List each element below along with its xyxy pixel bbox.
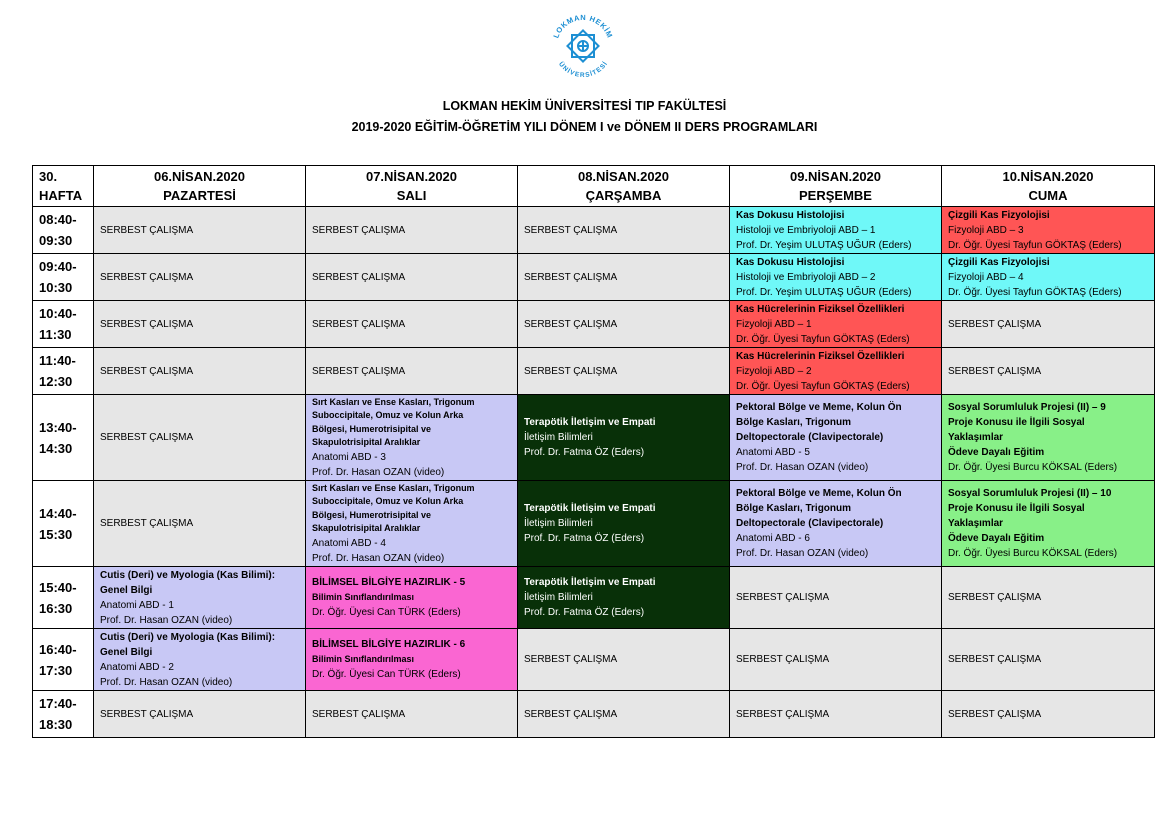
time-slot-row <box>33 207 1155 254</box>
lesson-cell <box>518 395 730 481</box>
time-slot-row <box>33 301 1155 348</box>
free-study-cell <box>518 301 730 348</box>
lesson-detail: SERBEST ÇALIŞMA <box>100 271 194 283</box>
day-header <box>730 166 942 207</box>
lesson-detail: Anatomi ABD - 2 <box>100 661 174 673</box>
lesson-detail: Anatomi ABD - 4 <box>312 537 386 549</box>
day-name: CUMA <box>1028 188 1068 203</box>
lesson-detail: SERBEST ÇALIŞMA <box>524 224 618 236</box>
lesson-detail: SERBEST ÇALIŞMA <box>948 654 1042 665</box>
lesson-cell <box>518 481 730 567</box>
free-study-cell <box>730 691 942 738</box>
lesson-cell <box>730 301 942 348</box>
lesson-detail: SERBEST ÇALIŞMA <box>524 365 618 377</box>
lesson-title: Suboccipitale, Omuz ve Kolun Arka <box>312 410 464 420</box>
time-slot-row <box>33 567 1155 629</box>
lesson-title: BİLİMSEL BİLGİYE HAZIRLIK - 5 <box>312 577 466 588</box>
lesson-detail: SERBEST ÇALIŞMA <box>100 708 194 720</box>
lesson-detail: Dr. Öğr. Üyesi Can TÜRK (Eders) <box>312 669 461 680</box>
day-date: 06.NİSAN.2020 <box>153 169 246 184</box>
day-name: PERŞEMBE <box>799 188 872 203</box>
free-study-cell <box>94 254 306 301</box>
free-study-cell <box>306 301 518 348</box>
lesson-detail: Prof. Dr. Hasan OZAN (video) <box>312 466 445 478</box>
lesson-cell <box>94 629 306 691</box>
time-start: 15:40- <box>39 579 77 595</box>
lesson-detail: İletişim Bilimleri <box>524 432 593 443</box>
lesson-title: Bölgesi, Humerotrisipital ve <box>312 509 432 520</box>
week-label: HAFTA <box>39 188 83 203</box>
time-end: 18:30 <box>39 717 73 732</box>
lesson-title: Proje Konusu ile İlgili Sosyal <box>948 503 1085 514</box>
free-study-cell <box>942 301 1155 348</box>
time-cell <box>33 567 94 629</box>
lesson-detail: SERBEST ÇALIŞMA <box>312 318 406 330</box>
free-study-cell <box>94 207 306 254</box>
lesson-cell <box>306 481 518 567</box>
free-study-cell <box>306 691 518 738</box>
lesson-title: Sosyal Sorumluluk Projesi (II) – 10 <box>948 488 1112 499</box>
lesson-cell <box>942 395 1155 481</box>
lesson-detail: Dr. Öğr. Üyesi Can TÜRK (Eders) <box>312 607 461 618</box>
time-end: 16:30 <box>39 600 73 616</box>
free-study-cell <box>306 348 518 395</box>
time-end: 10:30 <box>39 280 73 295</box>
lesson-cell <box>306 629 518 691</box>
lesson-cell <box>306 567 518 629</box>
time-end: 09:30 <box>39 233 73 248</box>
time-start: 17:40- <box>39 696 77 711</box>
schedule-body <box>33 207 1155 738</box>
time-start: 10:40- <box>39 306 77 321</box>
lesson-cell <box>306 395 518 481</box>
lesson-cell <box>730 254 942 301</box>
lesson-detail: Dr. Öğr. Üyesi Tayfun GÖKTAŞ (Eders) <box>948 239 1122 251</box>
lesson-detail: Prof. Dr. Fatma ÖZ (Eders) <box>524 533 645 544</box>
lesson-detail: Prof. Dr. Fatma ÖZ (Eders) <box>524 447 645 458</box>
week-header <box>33 166 94 207</box>
lesson-title: Ödeve Dayalı Eğitim <box>948 447 1045 458</box>
lesson-detail: SERBEST ÇALIŞMA <box>524 318 618 330</box>
lesson-detail: Anatomi ABD - 6 <box>736 533 810 544</box>
lesson-detail: Anatomi ABD - 1 <box>100 599 174 611</box>
lesson-cell <box>518 567 730 629</box>
lesson-title: Skapulotrisipital Aralıklar <box>312 523 421 533</box>
lesson-detail: Dr. Öğr. Üyesi Burcu KÖKSAL (Eders) <box>948 462 1118 473</box>
time-cell <box>33 691 94 738</box>
day-date: 08.NİSAN.2020 <box>577 169 670 184</box>
lesson-title: Çizgili Kas Fizyolojisi <box>948 209 1050 221</box>
time-cell <box>33 629 94 691</box>
lesson-title: Ödeve Dayalı Eğitim <box>948 533 1045 544</box>
time-slot-row <box>33 691 1155 738</box>
day-header <box>942 166 1155 207</box>
lesson-title: Terapötik İletişim ve Empati <box>524 417 656 428</box>
lesson-detail: SERBEST ÇALIŞMA <box>312 224 406 236</box>
lesson-title: BİLİMSEL BİLGİYE HAZIRLIK - 6 <box>312 639 466 650</box>
lesson-title: Cutis (Deri) ve Myologia (Kas Bilimi): <box>100 631 276 643</box>
lesson-detail: Fizyoloji ABD – 3 <box>948 224 1024 236</box>
lesson-title: Skapulotrisipital Aralıklar <box>312 437 421 447</box>
lesson-detail: SERBEST ÇALIŞMA <box>524 654 618 665</box>
schedule-table <box>32 165 1155 738</box>
logo-text-top: LOKMAN HEKİM <box>551 12 615 40</box>
lesson-cell <box>730 207 942 254</box>
lesson-cell <box>942 207 1155 254</box>
time-slot-row <box>33 348 1155 395</box>
time-start: 08:40- <box>39 212 77 227</box>
lesson-title: Sırt Kasları ve Ense Kasları, Trigonum <box>312 482 475 493</box>
lesson-detail: SERBEST ÇALIŞMA <box>736 654 830 665</box>
lesson-detail: SERBEST ÇALIŞMA <box>100 432 194 443</box>
lesson-detail: Anatomi ABD - 3 <box>312 451 386 463</box>
lesson-detail: Prof. Dr. Hasan OZAN (video) <box>100 676 233 688</box>
free-study-cell <box>730 629 942 691</box>
lesson-detail: SERBEST ÇALIŞMA <box>736 592 830 603</box>
lesson-title: Bölgesi, Humerotrisipital ve <box>312 423 432 434</box>
lesson-detail: SERBEST ÇALIŞMA <box>948 318 1042 330</box>
lesson-detail: SERBEST ÇALIŞMA <box>524 271 618 283</box>
lesson-title: Sırt Kasları ve Ense Kasları, Trigonum <box>312 396 475 407</box>
day-header <box>518 166 730 207</box>
day-date: 10.NİSAN.2020 <box>1002 169 1094 184</box>
lesson-detail: Histoloji ve Embriyoloji ABD – 2 <box>736 271 876 283</box>
lesson-title: Bilimin Sınıflandırılması <box>312 592 415 602</box>
lesson-detail: Dr. Öğr. Üyesi Tayfun GÖKTAŞ (Eders) <box>736 380 910 392</box>
free-study-cell <box>942 348 1155 395</box>
lesson-detail: Dr. Öğr. Üyesi Tayfun GÖKTAŞ (Eders) <box>948 286 1122 298</box>
lesson-title: Terapötik İletişim ve Empati <box>524 577 656 588</box>
lesson-detail: SERBEST ÇALIŞMA <box>100 318 194 330</box>
lesson-detail: Fizyoloji ABD – 1 <box>736 318 812 330</box>
day-date: 09.NİSAN.2020 <box>789 169 882 184</box>
lesson-title: Yaklaşımlar <box>948 432 1004 443</box>
free-study-cell <box>306 207 518 254</box>
lesson-title: Genel Bilgi <box>100 646 153 658</box>
free-study-cell <box>942 629 1155 691</box>
lesson-title: Kas Hücrelerinin Fiziksel Özellikleri <box>736 303 905 315</box>
lesson-detail: SERBEST ÇALIŞMA <box>948 592 1042 603</box>
lesson-cell <box>942 254 1155 301</box>
free-study-cell <box>518 348 730 395</box>
lesson-title: Çizgili Kas Fizyolojisi <box>948 256 1050 268</box>
lesson-detail: İletişim Bilimleri <box>524 518 593 529</box>
lesson-detail: SERBEST ÇALIŞMA <box>312 365 406 377</box>
lesson-detail: Histoloji ve Embriyoloji ABD – 1 <box>736 224 876 236</box>
lesson-title: Bölge Kasları, Trigonum <box>736 503 852 514</box>
header-row <box>33 166 1155 207</box>
time-end: 14:30 <box>39 440 73 456</box>
lesson-cell <box>730 481 942 567</box>
free-study-cell <box>942 691 1155 738</box>
time-cell <box>33 207 94 254</box>
day-header <box>94 166 306 207</box>
lesson-title: Terapötik İletişim ve Empati <box>524 503 656 514</box>
lesson-cell <box>730 348 942 395</box>
time-cell <box>33 481 94 567</box>
free-study-cell <box>730 567 942 629</box>
lesson-title: Bölge Kasları, Trigonum <box>736 417 852 428</box>
lesson-detail: Fizyoloji ABD – 4 <box>948 271 1024 283</box>
lesson-detail: Dr. Öğr. Üyesi Burcu KÖKSAL (Eders) <box>948 548 1118 559</box>
lesson-detail: Prof. Dr. Hasan OZAN (video) <box>312 552 445 564</box>
free-study-cell <box>306 254 518 301</box>
lesson-title: Genel Bilgi <box>100 584 153 596</box>
time-slot-row <box>33 629 1155 691</box>
time-end: 12:30 <box>39 374 73 389</box>
free-study-cell <box>94 691 306 738</box>
lesson-detail: Prof. Dr. Yeşim ULUTAŞ UĞUR (Eders) <box>736 286 912 298</box>
lesson-title: Suboccipitale, Omuz ve Kolun Arka <box>312 496 464 506</box>
lesson-detail: Anatomi ABD - 5 <box>736 447 810 458</box>
lesson-detail: Prof. Dr. Hasan OZAN (video) <box>736 462 869 473</box>
time-slot-row <box>33 254 1155 301</box>
lesson-title: Cutis (Deri) ve Myologia (Kas Bilimi): <box>100 569 276 581</box>
time-end: 11:30 <box>39 327 72 342</box>
free-study-cell <box>518 254 730 301</box>
day-header <box>306 166 518 207</box>
time-start: 09:40- <box>39 259 77 274</box>
day-name: ÇARŞAMBA <box>585 188 662 203</box>
lesson-title: Kas Dokusu Histolojisi <box>736 256 845 268</box>
time-cell <box>33 395 94 481</box>
lesson-detail: SERBEST ÇALIŞMA <box>312 708 406 720</box>
lesson-cell <box>942 481 1155 567</box>
time-start: 13:40- <box>39 419 77 435</box>
lesson-detail: Prof. Dr. Hasan OZAN (video) <box>100 614 233 626</box>
lesson-detail: SERBEST ÇALIŞMA <box>736 708 830 720</box>
lesson-title: Kas Dokusu Histolojisi <box>736 209 845 221</box>
lesson-title: Deltopectorale (Clavipectorale) <box>736 432 884 443</box>
page-title-faculty: LOKMAN HEKİM ÜNİVERSİTESİ TIP FAKÜLTESİ <box>442 99 727 113</box>
free-study-cell <box>94 395 306 481</box>
day-date: 07.NİSAN.2020 <box>365 169 458 184</box>
lesson-title: Deltopectorale (Clavipectorale) <box>736 518 884 529</box>
lesson-cell <box>730 395 942 481</box>
lesson-detail: Prof. Dr. Fatma ÖZ (Eders) <box>524 607 645 618</box>
lesson-detail: SERBEST ÇALIŞMA <box>524 708 618 720</box>
free-study-cell <box>94 348 306 395</box>
time-start: 16:40- <box>39 641 77 657</box>
lesson-detail: Prof. Dr. Hasan OZAN (video) <box>736 548 869 559</box>
free-study-cell <box>94 301 306 348</box>
university-logo <box>549 12 617 80</box>
lesson-detail: Prof. Dr. Yeşim ULUTAŞ UĞUR (Eders) <box>736 239 912 251</box>
lesson-title: Bilimin Sınıflandırılması <box>312 654 415 664</box>
time-end: 17:30 <box>39 662 73 678</box>
free-study-cell <box>518 629 730 691</box>
day-name: SALI <box>396 188 427 203</box>
lesson-detail: SERBEST ÇALIŞMA <box>948 365 1042 377</box>
time-start: 14:40- <box>39 505 77 521</box>
lesson-detail: Fizyoloji ABD – 2 <box>736 365 812 377</box>
lesson-title: Pektoral Bölge ve Meme, Kolun Ön <box>736 402 902 413</box>
time-slot-row <box>33 481 1155 567</box>
lesson-title: Pektoral Bölge ve Meme, Kolun Ön <box>736 488 902 499</box>
lesson-detail: İletişim Bilimleri <box>524 592 593 603</box>
free-study-cell <box>942 567 1155 629</box>
time-cell <box>33 254 94 301</box>
day-name: PAZARTESİ <box>163 188 236 203</box>
lesson-title: Sosyal Sorumluluk Projesi (II) – 9 <box>948 402 1106 413</box>
time-cell <box>33 348 94 395</box>
free-study-cell <box>518 207 730 254</box>
logo-text-bottom: ÜNİVERSİTESİ <box>557 60 610 80</box>
lesson-detail: Dr. Öğr. Üyesi Tayfun GÖKTAŞ (Eders) <box>736 333 910 345</box>
lesson-detail: SERBEST ÇALIŞMA <box>948 708 1042 720</box>
lesson-detail: SERBEST ÇALIŞMA <box>100 224 194 236</box>
lesson-detail: SERBEST ÇALIŞMA <box>312 271 406 283</box>
lesson-title: Yaklaşımlar <box>948 518 1004 529</box>
lesson-cell <box>94 567 306 629</box>
week-number: 30. <box>39 169 58 184</box>
time-cell <box>33 301 94 348</box>
lesson-title: Proje Konusu ile İlgili Sosyal <box>948 417 1085 428</box>
lesson-title: Kas Hücrelerinin Fiziksel Özellikleri <box>736 350 905 362</box>
free-study-cell <box>94 481 306 567</box>
time-start: 11:40- <box>39 353 76 368</box>
time-end: 15:30 <box>39 526 73 542</box>
lesson-detail: SERBEST ÇALIŞMA <box>100 518 194 529</box>
time-slot-row <box>33 395 1155 481</box>
free-study-cell <box>518 691 730 738</box>
page-title-program: 2019-2020 EĞİTİM-ÖĞRETİM YILI DÖNEM I ve DÖNEM II DERS PROGRAMLARI <box>351 120 818 134</box>
lesson-detail: SERBEST ÇALIŞMA <box>100 365 194 377</box>
